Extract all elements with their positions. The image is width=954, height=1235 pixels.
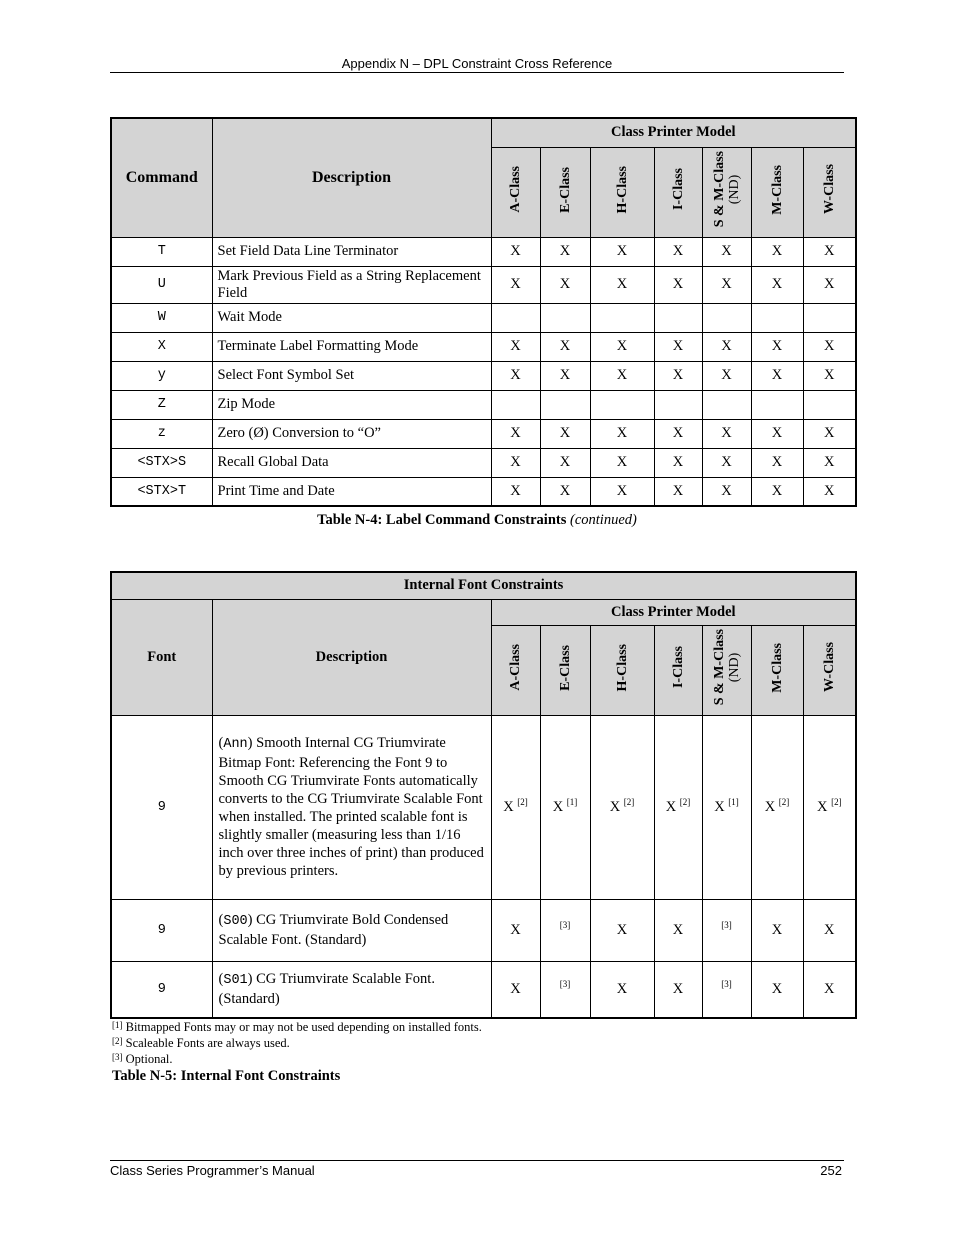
description-header: Description	[212, 118, 491, 237]
constraint-cell: X	[540, 419, 590, 448]
description-cell: Print Time and Date	[212, 477, 491, 506]
constraint-cell: X	[590, 477, 654, 506]
constraint-cell: X	[540, 332, 590, 361]
table-row	[111, 448, 856, 477]
footnotes	[112, 1019, 482, 1067]
table-row	[111, 390, 856, 419]
table-row	[111, 961, 856, 1018]
constraint-cell: X	[654, 237, 702, 266]
constraint-cell: X	[491, 448, 540, 477]
constraint-cell: X	[702, 361, 751, 390]
constraint-cell: X	[803, 237, 856, 266]
description-cell: Zero (Ø) Conversion to “O”	[212, 419, 491, 448]
constraint-cell: [3]	[702, 961, 751, 1018]
constraint-cell: [3]	[540, 899, 590, 961]
h-class-header: H-Class	[590, 147, 654, 237]
constraint-cell: X	[803, 332, 856, 361]
constraint-cell: X	[751, 899, 803, 961]
command-cell: z	[111, 419, 212, 448]
a-class-header: A-Class	[491, 147, 540, 237]
constraint-cell: X	[540, 266, 590, 303]
constraint-cell: X	[491, 419, 540, 448]
table-row	[111, 477, 856, 506]
table-row	[111, 266, 856, 303]
constraint-cell: X	[702, 332, 751, 361]
constraint-cell: X	[590, 448, 654, 477]
footer-page-number: 252	[820, 1163, 842, 1178]
constraint-cell: X	[590, 266, 654, 303]
constraint-cell: X	[590, 899, 654, 961]
a-class-header: A-Class	[491, 625, 540, 715]
constraint-cell: X	[751, 477, 803, 506]
constraint-cell: X	[751, 961, 803, 1018]
constraint-cell: X	[491, 477, 540, 506]
constraint-cell: X	[702, 419, 751, 448]
table-row	[111, 237, 856, 266]
description-cell: Recall Global Data	[212, 448, 491, 477]
class-printer-model-header: Class Printer Model	[491, 599, 856, 625]
description-cell: (S00) CG Triumvirate Bold Condensed Scalable Font. (Standard)	[212, 899, 491, 961]
constraint-cell	[702, 303, 751, 332]
constraint-cell: X	[590, 332, 654, 361]
constraint-cell	[803, 303, 856, 332]
command-cell: U	[111, 266, 212, 303]
e-class-header: E-Class	[540, 147, 590, 237]
description-cell: (S01) CG Triumvirate Scalable Font. (Standard)	[212, 961, 491, 1018]
i-class-header: I-Class	[654, 625, 702, 715]
description-cell: Terminate Label Formatting Mode	[212, 332, 491, 361]
font-header: Font	[111, 599, 212, 715]
constraint-cell	[491, 303, 540, 332]
footer-manual-title: Class Series Programmer’s Manual	[110, 1163, 315, 1178]
constraint-cell: X	[803, 266, 856, 303]
table-row	[111, 899, 856, 961]
constraint-cell: X [2]	[803, 715, 856, 899]
constraint-cell: X	[654, 419, 702, 448]
constraint-cell: X	[751, 361, 803, 390]
constraint-cell: X	[654, 332, 702, 361]
constraint-cell: X	[654, 899, 702, 961]
table-n4-caption: Table N-4: Label Command Constraints (continued)	[317, 512, 637, 528]
constraint-cell	[803, 390, 856, 419]
constraint-cell: X [2]	[491, 715, 540, 899]
footnote-3: [3] Optional.	[112, 1052, 173, 1066]
constraint-cell: [3]	[540, 961, 590, 1018]
constraint-cell: X	[590, 419, 654, 448]
running-header: Appendix N – DPL Constraint Cross Reference	[341, 56, 613, 71]
table-n5-caption: Table N-5: Internal Font Constraints	[112, 1068, 341, 1084]
constraint-cell: X	[803, 419, 856, 448]
constraint-cell	[751, 303, 803, 332]
constraint-cell	[702, 390, 751, 419]
constraint-cell: X	[654, 448, 702, 477]
s-m-class-header: S & M-Class (ND)	[702, 625, 751, 715]
constraint-cell: X	[803, 961, 856, 1018]
command-cell: <STX>S	[111, 448, 212, 477]
constraint-cell: X [1]	[540, 715, 590, 899]
class-printer-model-header: Class Printer Model	[491, 118, 856, 147]
constraint-cell: X	[491, 361, 540, 390]
constraint-cell: X	[751, 419, 803, 448]
constraint-cell: X	[702, 477, 751, 506]
label-command-constraints-table	[110, 117, 857, 507]
description-header: Description	[212, 599, 491, 715]
constraint-cell	[654, 303, 702, 332]
command-cell: <STX>T	[111, 477, 212, 506]
constraint-cell: X	[491, 332, 540, 361]
constraint-cell	[540, 390, 590, 419]
font-cell: 9	[111, 715, 212, 899]
constraint-cell: X	[590, 237, 654, 266]
constraint-cell: X	[540, 361, 590, 390]
constraint-cell: X	[491, 961, 540, 1018]
constraint-cell: X	[702, 448, 751, 477]
description-cell: Set Field Data Line Terminator	[212, 237, 491, 266]
constraint-cell	[590, 303, 654, 332]
table-row	[111, 715, 856, 899]
constraint-cell	[590, 390, 654, 419]
constraint-cell: X	[540, 448, 590, 477]
constraint-cell: X [2]	[590, 715, 654, 899]
footnote-2: [2] Scaleable Fonts are always used.	[112, 1036, 290, 1050]
command-header: Command	[111, 118, 212, 237]
constraint-cell: X	[654, 477, 702, 506]
constraint-cell: X [1]	[702, 715, 751, 899]
constraint-cell: X [2]	[751, 715, 803, 899]
constraint-cell: X	[702, 266, 751, 303]
h-class-header: H-Class	[590, 625, 654, 715]
constraint-cell: X	[702, 237, 751, 266]
m-class-header: M-Class	[751, 147, 803, 237]
table-row	[111, 419, 856, 448]
constraint-cell: X	[803, 448, 856, 477]
constraint-cell: X [2]	[654, 715, 702, 899]
table-row	[111, 303, 856, 332]
footer-rule	[110, 1160, 844, 1161]
constraint-cell: X	[590, 361, 654, 390]
description-cell: Mark Previous Field as a String Replacement Field	[212, 266, 491, 303]
constraint-cell: X	[540, 477, 590, 506]
constraint-cell	[654, 390, 702, 419]
constraint-cell	[491, 390, 540, 419]
constraint-cell: X	[751, 266, 803, 303]
description-cell: (Ann) Smooth Internal CG Triumvirate Bitmap Font: Referencing the Font 9 to Smooth CG Triumvirate Fonts automatically converts to the CG Triumvirate Scalable Font when installed. The printed scalable font is slightly smaller (measuring less than 1/16 inch over three inches of print) than produced by previous printers.	[212, 715, 491, 899]
description-cell: Select Font Symbol Set	[212, 361, 491, 390]
constraint-cell: X	[751, 448, 803, 477]
constraint-cell: X	[803, 899, 856, 961]
constraint-cell: X	[751, 332, 803, 361]
font-cell: 9	[111, 899, 212, 961]
constraint-cell	[540, 303, 590, 332]
constraint-cell: X	[803, 361, 856, 390]
constraint-cell: [3]	[702, 899, 751, 961]
constraint-cell: X	[751, 237, 803, 266]
constraint-cell: X	[590, 961, 654, 1018]
constraint-cell	[751, 390, 803, 419]
w-class-header: W-Class	[803, 147, 856, 237]
constraint-cell: X	[540, 237, 590, 266]
font-cell: 9	[111, 961, 212, 1018]
constraint-cell: X	[654, 961, 702, 1018]
i-class-header: I-Class	[654, 147, 702, 237]
command-cell: W	[111, 303, 212, 332]
e-class-header: E-Class	[540, 625, 590, 715]
command-cell: y	[111, 361, 212, 390]
description-cell: Wait Mode	[212, 303, 491, 332]
footnote-1: [1] Bitmapped Fonts may or may not be used depending on installed fonts.	[112, 1020, 482, 1034]
s-m-class-header: S & M-Class (ND)	[702, 147, 751, 237]
constraint-cell: X	[654, 361, 702, 390]
table-row	[111, 361, 856, 390]
constraint-cell: X	[491, 266, 540, 303]
constraint-cell: X	[491, 237, 540, 266]
constraint-cell: X	[491, 899, 540, 961]
command-cell: Z	[111, 390, 212, 419]
command-cell: T	[111, 237, 212, 266]
constraint-cell: X	[654, 266, 702, 303]
constraint-cell: X	[803, 477, 856, 506]
command-cell: X	[111, 332, 212, 361]
description-cell: Zip Mode	[212, 390, 491, 419]
internal-font-constraints-title: Internal Font Constraints	[111, 572, 856, 599]
w-class-header: W-Class	[803, 625, 856, 715]
header-rule	[110, 72, 844, 73]
table-row	[111, 332, 856, 361]
internal-font-constraints-table	[110, 571, 857, 1019]
m-class-header: M-Class	[751, 625, 803, 715]
